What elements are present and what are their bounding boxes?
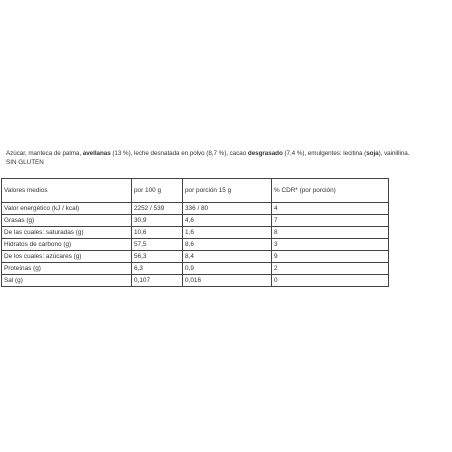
table-row xyxy=(2,263,389,275)
value-cell: 10,6 xyxy=(132,227,183,239)
value-cell: 8,6 xyxy=(183,239,272,251)
table-row xyxy=(2,203,389,215)
value-cell: 6,3 xyxy=(132,263,183,275)
ingredient-segment: (13 %), leche desnatada en polvo (8,7 %), cacao xyxy=(110,150,248,158)
ingredients-text xyxy=(6,149,450,158)
value-cell: 0 xyxy=(272,275,389,287)
value-cell: 0,107 xyxy=(132,275,183,287)
value-cell: 8 xyxy=(272,227,389,239)
header-cell-per-portion: por porción 15 g xyxy=(183,179,272,203)
value-cell: 2 xyxy=(272,263,389,275)
value-cell: 30,9 xyxy=(132,215,183,227)
nutrient-cell: De las cuales: saturadas (g) xyxy=(2,227,132,239)
value-cell: 3 xyxy=(272,239,389,251)
ingredient-segment: Azúcar, manteca de palma, xyxy=(6,150,83,158)
value-cell: 4 xyxy=(272,203,389,215)
ingredient-segment-bold: avellanas xyxy=(82,150,111,158)
table-row xyxy=(2,275,389,287)
value-cell: 1,6 xyxy=(183,227,272,239)
nutrient-cell: Sal (g) xyxy=(2,275,132,287)
ingredient-segment-bold: soja xyxy=(366,150,379,158)
value-cell: 8,4 xyxy=(183,251,272,263)
table-row xyxy=(2,227,389,239)
ingredient-segment: (7,4 %), emulgentes: lecitina ( xyxy=(282,150,367,158)
nutrient-cell: Valor energético (kJ / kcal) xyxy=(2,203,132,215)
value-cell: 4,6 xyxy=(183,215,272,227)
value-cell: 0,9 xyxy=(183,263,272,275)
nutrition-table xyxy=(1,178,389,287)
table-header-row xyxy=(2,179,389,203)
ingredient-segment-bold: desgrasado xyxy=(247,150,283,158)
value-cell: 0,016 xyxy=(183,275,272,287)
nutrient-cell: Grasas (g) xyxy=(2,215,132,227)
gluten-free-label: SIN GLUTEN xyxy=(6,159,44,166)
header-cell-nutrient: Valores medios xyxy=(2,179,132,203)
ingredient-segment: ), vainillina. xyxy=(378,150,410,158)
header-cell-cdr: % CDR* (por porción) xyxy=(272,179,389,203)
value-cell: 7 xyxy=(272,215,389,227)
nutrient-cell: Proteínas (g) xyxy=(2,263,132,275)
value-cell: 57,5 xyxy=(132,239,183,251)
value-cell: 9 xyxy=(272,251,389,263)
value-cell: 336 / 80 xyxy=(183,203,272,215)
header-cell-per-100g: por 100 g xyxy=(132,179,183,203)
nutrient-cell: De los cuales: azúcares (g) xyxy=(2,251,132,263)
value-cell: 56,3 xyxy=(132,251,183,263)
value-cell: 2252 / 539 xyxy=(132,203,183,215)
table-row xyxy=(2,239,389,251)
nutrient-cell: Hidratos de carbono (g) xyxy=(2,239,132,251)
table-row xyxy=(2,251,389,263)
table-row xyxy=(2,215,389,227)
